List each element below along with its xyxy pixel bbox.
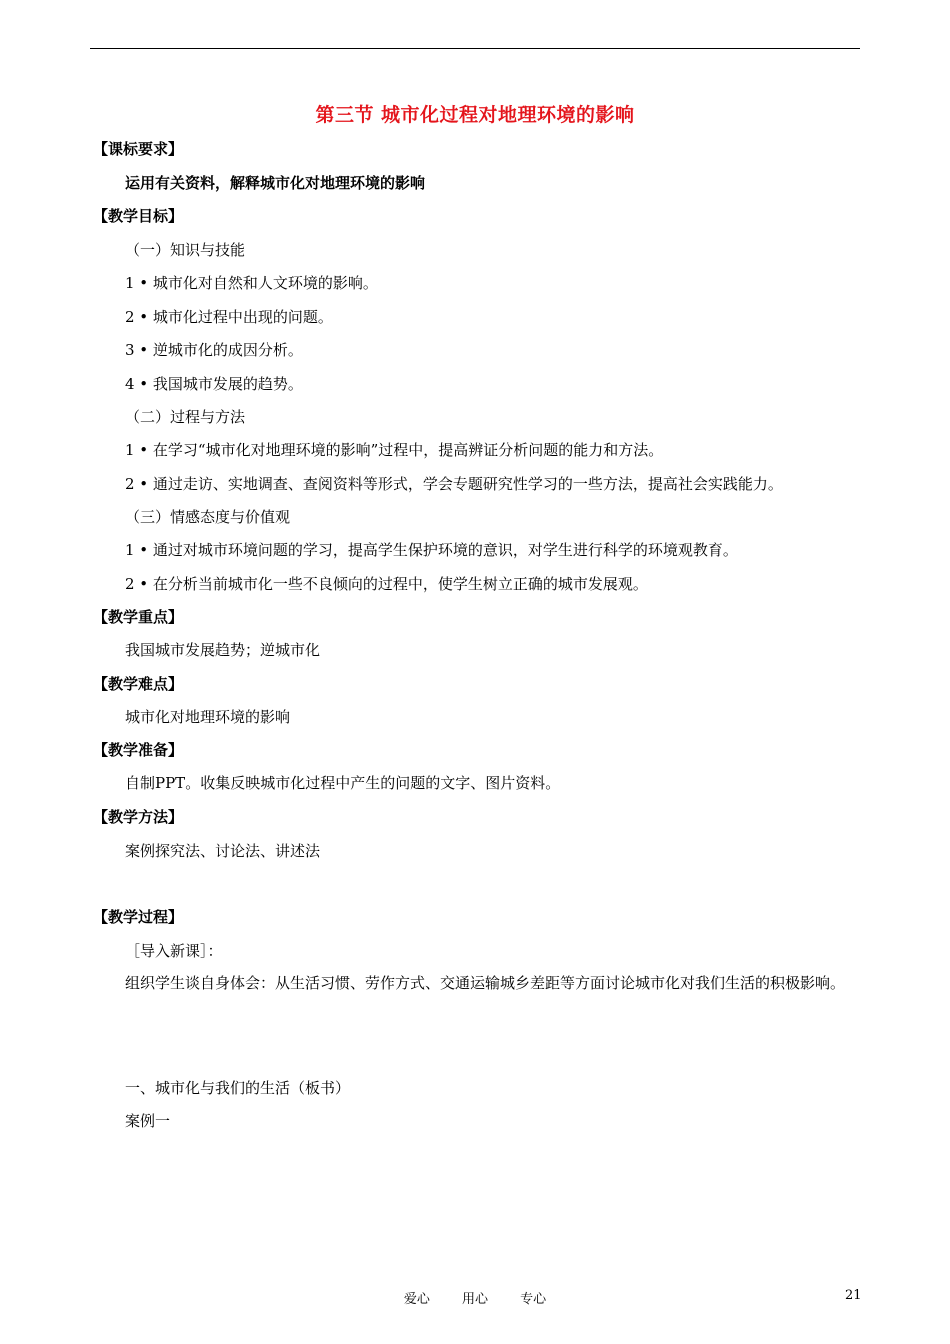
goal-item: 1 • 通过对城市环境问题的学习，提高学生保护环境的意识，对学生进行科学的环境观教育。 (125, 541, 738, 559)
heading-kebiao: 【课标要求】 (93, 140, 184, 158)
footer-item: 专心 (520, 1292, 547, 1307)
goal-item: 4 • 我国城市发展的趋势。 (125, 375, 303, 393)
heading-mubiao: 【教学目标】 (93, 207, 184, 225)
page-number: 21 (845, 1288, 862, 1303)
nandian-text: 城市化对地理环境的影响 (125, 708, 291, 726)
footer-item: 用心 (461, 1292, 488, 1307)
goal-item: 2 • 在分析当前城市化一些不良倾向的过程中，使学生树立正确的城市发展观。 (125, 575, 648, 593)
heading-zhunbei: 【教学准备】 (93, 741, 184, 759)
goal-item: 2 • 城市化过程中出现的问题。 (125, 308, 333, 326)
header-rule (90, 48, 860, 49)
section-heading-1: 一、城市化与我们的生活（板书） (125, 1079, 351, 1097)
goal-group-1: （一）知识与技能 (125, 241, 246, 259)
heading-nandian: 【教学难点】 (93, 675, 184, 693)
page-title: 第三节 城市化过程对地理环境的影响 (315, 104, 635, 126)
goal-item: 3 • 逆城市化的成因分析。 (125, 341, 303, 359)
footer-motto (0, 1288, 950, 1307)
heading-guocheng: 【教学过程】 (93, 908, 184, 926)
kebiao-text: 运用有关资料，解释城市化对地理环境的影响 (125, 174, 426, 192)
footer-item: 爱心 (403, 1292, 430, 1307)
fangfa-text: 案例探究法、讨论法、讲述法 (125, 842, 321, 860)
goal-item: 1 • 在学习“城市化对地理环境的影响”过程中，提高辨证分析问题的能力和方法。 (125, 441, 664, 459)
intro-paragraph: 组织学生谈自身体会：从生活习惯、劳作方式、交通运输城乡差距等方面讨论城市化对我们生活的积极影响。 (125, 974, 846, 992)
heading-fangfa: 【教学方法】 (93, 808, 184, 826)
zhongdian-text: 我国城市发展趋势；逆城市化 (125, 641, 321, 659)
heading-zhongdian: 【教学重点】 (93, 608, 184, 626)
intro-label: ［导入新课］： (125, 942, 223, 960)
goal-group-3: （三）情感态度与价值观 (125, 508, 291, 526)
zhunbei-text: 自制PPT。收集反映城市化过程中产生的问题的文字、图片资料。 (125, 774, 561, 792)
case-label: 案例一 (125, 1112, 171, 1130)
goal-group-2: （二）过程与方法 (125, 408, 246, 426)
goal-item: 2 • 通过走访、实地调查、查阅资料等形式，学会专题研究性学习的一些方法，提高社会实践能力。 (125, 475, 783, 493)
goal-item: 1 • 城市化对自然和人文环境的影响。 (125, 274, 378, 292)
